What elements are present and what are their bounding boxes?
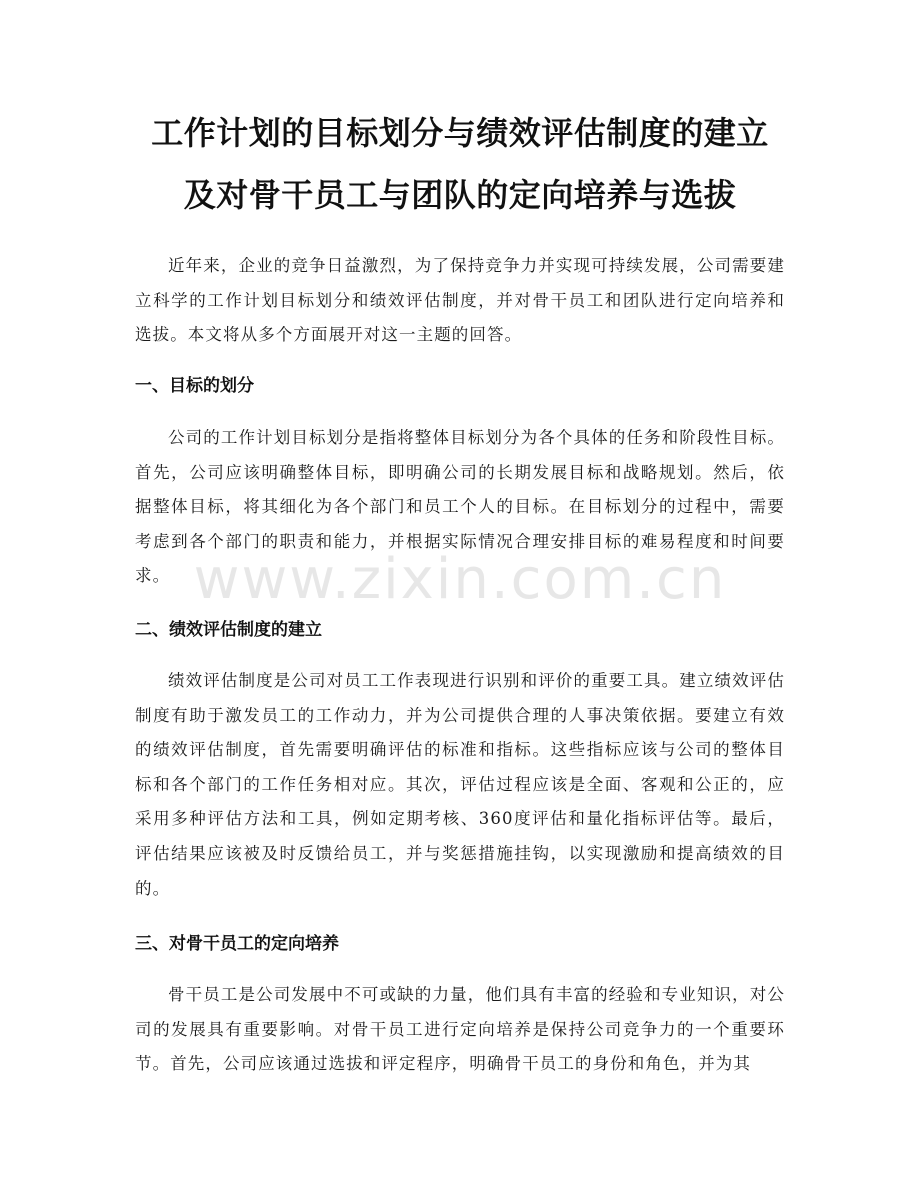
intro-paragraph: 近年来，企业的竞争日益激烈，为了保持竞争力并实现可持续发展，公司需要建立科学的工作计划目标划分和绩效评估制度，并对骨干员工和团队进行定向培养和选拔。本文将从多个方面展开对这一主题的回答。: [135, 256, 785, 345]
watermark: www.zixin.com.cn: [193, 547, 727, 612]
section-heading-key-staff-training: 三、对骨干员工的定向培养: [135, 934, 339, 954]
section-body-key-staff-training: 骨干员工是公司发展中不可或缺的力量，他们具有丰富的经验和专业知识，对公司的发展具有重要影响。对骨干员工进行定向培养是保持公司竞争力的一个重要环节。首先，公司应该通过选拔和评定程序，明确骨干员工的身份和角色，并为其: [135, 985, 785, 1074]
document-title-line-1: 工作计划的目标划分与绩效评估制度的建立: [151, 114, 769, 152]
document-title-line-2: 及对骨干员工与团队的定向培养与选拔: [183, 176, 737, 214]
section-body-goal-division: 公司的工作计划目标划分是指将整体目标划分为各个具体的任务和阶段性目标。首先，公司应该明确整体目标，即明确公司的长期发展目标和战略规划。然后，依据整体目标，将其细化为各个部门和员工个人的目标。在目标划分的过程中，需要考虑到各个部门的职责和能力，并根据实际情况合理安排目标的难易程度和时间要求。: [135, 428, 785, 586]
section-body-performance-evaluation: 绩效评估制度是公司对员工工作表现进行识别和评价的重要工具。建立绩效评估制度有助于激发员工的工作动力，并为公司提供合理的人事决策依据。要建立有效的绩效评估制度，首先需要明确评估的标准和指标。这些指标应该与公司的整体目标和各个部门的工作任务相对应。其次，评估过程应该是全面、客观和公正的，应采用多种评估方法和工具，例如定期考核、360度评估和量化指标评估等。最后，评估结果应该被及时反馈给员工，并与奖惩措施挂钩，以实现激励和提高绩效的目的。: [135, 671, 785, 898]
section-heading-goal-division: 一、目标的划分: [135, 376, 254, 396]
section-heading-performance-evaluation: 二、绩效评估制度的建立: [135, 620, 322, 640]
